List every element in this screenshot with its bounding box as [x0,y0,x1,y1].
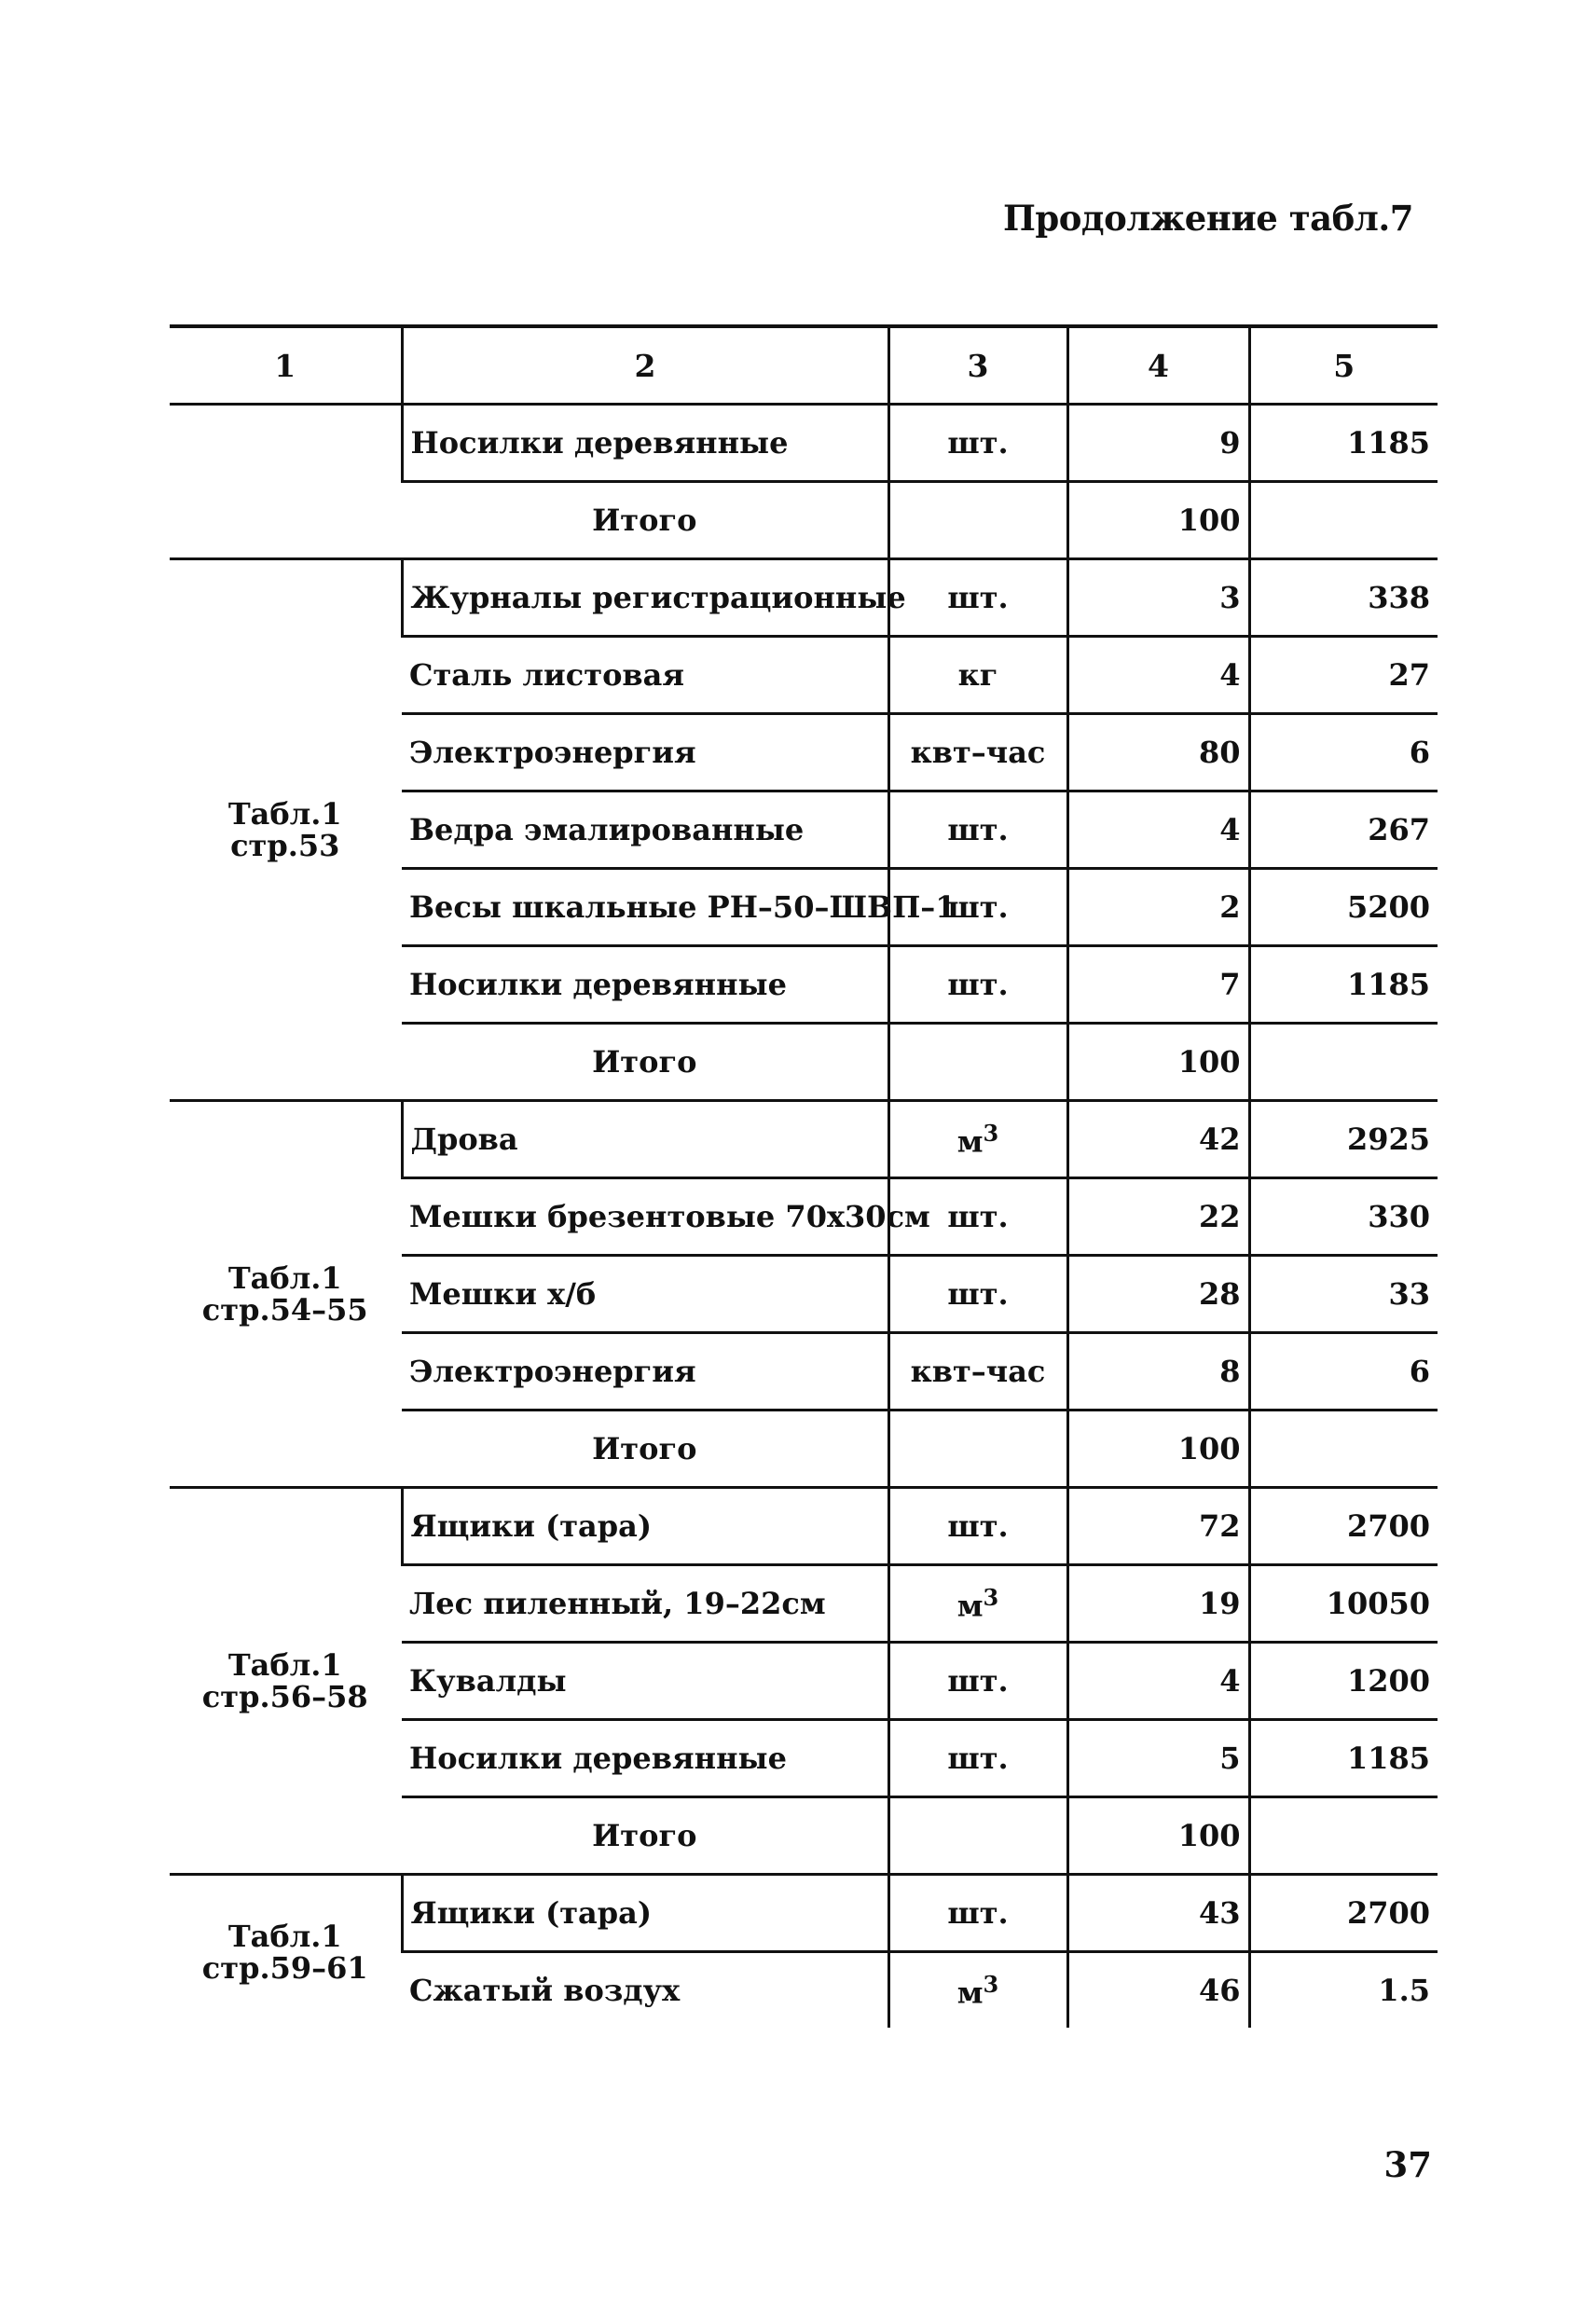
unit-text: шт. [947,1895,1009,1931]
price-cell: 6 [1249,714,1438,791]
price-cell: 2925 [1249,1101,1438,1178]
price-cell [1249,1024,1438,1101]
unit-superscript: 3 [983,1119,999,1147]
item-name: Весы шкальные РН–50–ШВП–1 [402,869,888,946]
item-name: Носилки деревянные [402,1720,888,1797]
quantity-cell: 2 [1067,869,1249,946]
total-label: Итого [402,1411,888,1488]
item-name: Мешки брезентовые 70х30см [402,1178,888,1256]
unit-superscript: 3 [983,1583,999,1611]
source-reference-cell [170,1488,402,1875]
quantity-cell: 80 [1067,714,1249,791]
unit-cell [888,791,1067,869]
price-cell: 1185 [1249,405,1438,482]
item-name: Мешки х/б [402,1256,888,1333]
unit-cell [888,1101,1067,1178]
source-reference-line: стр.56–58 [201,1679,368,1714]
unit-cell [888,1643,1067,1720]
unit-text: шт. [947,1276,1009,1312]
source-reference-cell [170,405,402,559]
item-name: Кувалды [402,1643,888,1720]
source-reference-line: стр.54–55 [201,1292,368,1328]
unit-text: шт. [947,425,1009,461]
table-row [170,1875,1438,1952]
source-reference-line: Табл.1 [227,1647,342,1683]
price-cell: 5200 [1249,869,1438,946]
price-cell: 338 [1249,559,1438,637]
price-cell [1249,1797,1438,1875]
unit-text: шт. [947,1199,1009,1234]
quantity-cell: 7 [1067,946,1249,1024]
unit-text: квт–час [910,1354,1046,1389]
quantity-cell: 19 [1067,1565,1249,1643]
quantity-cell: 9 [1067,405,1249,482]
price-cell: 1185 [1249,1720,1438,1797]
unit-text: шт. [947,889,1009,925]
page-number: 37 [1383,2144,1432,2185]
unit-cell [888,1411,1067,1488]
unit-cell [888,1797,1067,1875]
unit-text: шт. [947,967,1009,1002]
price-cell: 27 [1249,637,1438,714]
quantity-cell: 100 [1067,1024,1249,1101]
item-name: Ящики (тара) [402,1488,888,1565]
unit-text: м [956,1588,984,1624]
table-row [170,559,1438,637]
item-name: Электроэнергия [402,1333,888,1411]
unit-cell [888,405,1067,482]
column-header: 5 [1249,326,1438,405]
unit-text: квт–час [910,735,1046,770]
quantity-cell: 72 [1067,1488,1249,1565]
column-header: 3 [888,326,1067,405]
unit-cell [888,482,1067,559]
price-cell: 1200 [1249,1643,1438,1720]
quantity-cell: 100 [1067,1797,1249,1875]
quantity-cell: 42 [1067,1101,1249,1178]
unit-superscript: 3 [983,1970,999,1998]
item-name: Носилки деревянные [402,946,888,1024]
unit-text: шт. [947,1741,1009,1776]
table-row [170,1101,1438,1178]
unit-text: кг [957,657,998,693]
quantity-cell: 4 [1067,791,1249,869]
price-cell: 1.5 [1249,1952,1438,2029]
quantity-cell: 8 [1067,1333,1249,1411]
unit-cell [888,1952,1067,2029]
source-reference-line: стр.53 [230,828,340,863]
price-cell: 267 [1249,791,1438,869]
item-name: Ведра эмалированные [402,791,888,869]
price-cell: 1185 [1249,946,1438,1024]
source-reference-line: Табл.1 [227,796,342,832]
item-name: Ящики (тара) [402,1875,888,1952]
unit-cell [888,946,1067,1024]
quantity-cell: 5 [1067,1720,1249,1797]
quantity-cell: 4 [1067,637,1249,714]
quantity-cell: 4 [1067,1643,1249,1720]
unit-text: шт. [947,1508,1009,1544]
unit-cell [888,1333,1067,1411]
item-name: Сжатый воздух [402,1952,888,2029]
unit-cell [888,714,1067,791]
quantity-cell: 100 [1067,482,1249,559]
source-reference-cell [170,559,402,1101]
source-reference-cell [170,1875,402,2029]
table-body [170,405,1438,2029]
price-cell [1249,1411,1438,1488]
total-label: Итого [402,482,888,559]
table-continuation-caption: Продолжение табл.7 [1002,198,1413,239]
unit-text: шт. [947,580,1009,615]
total-label: Итого [402,1797,888,1875]
item-name: Журналы регистрационные [402,559,888,637]
price-cell: 10050 [1249,1565,1438,1643]
table-header-row [170,326,1438,405]
item-name: Лес пиленный, 19–22см [402,1565,888,1643]
quantity-cell: 28 [1067,1256,1249,1333]
column-header: 1 [170,326,402,405]
unit-cell [888,637,1067,714]
price-cell [1249,482,1438,559]
price-cell: 2700 [1249,1488,1438,1565]
price-cell: 6 [1249,1333,1438,1411]
source-reference-line: стр.59–61 [201,1949,368,1986]
item-name: Сталь листовая [402,637,888,714]
item-name: Дрова [402,1101,888,1178]
source-reference-line: Табл.1 [227,1918,342,1954]
quantity-cell: 100 [1067,1411,1249,1488]
price-cell: 330 [1249,1178,1438,1256]
quantity-cell: 46 [1067,1952,1249,2029]
unit-text: шт. [947,1663,1009,1699]
unit-text: м [956,1975,984,2011]
table-row [170,405,1438,482]
unit-cell [888,1024,1067,1101]
quantity-cell: 43 [1067,1875,1249,1952]
unit-cell [888,559,1067,637]
unit-cell [888,1565,1067,1643]
unit-cell [888,1256,1067,1333]
price-cell: 2700 [1249,1875,1438,1952]
quantity-cell: 22 [1067,1178,1249,1256]
source-reference-line: Табл.1 [227,1260,342,1296]
unit-text: шт. [947,812,1009,847]
table-row [170,1488,1438,1565]
unit-cell [888,1720,1067,1797]
unit-cell [888,1875,1067,1952]
price-cell: 33 [1249,1256,1438,1333]
item-name: Носилки деревянные [402,405,888,482]
unit-cell [888,1488,1067,1565]
quantity-cell: 3 [1067,559,1249,637]
unit-text: м [956,1123,984,1160]
data-table [170,324,1438,2028]
source-reference-cell [170,1101,402,1488]
column-header: 4 [1067,326,1249,405]
item-name: Электроэнергия [402,714,888,791]
column-header: 2 [402,326,888,405]
total-label: Итого [402,1024,888,1101]
